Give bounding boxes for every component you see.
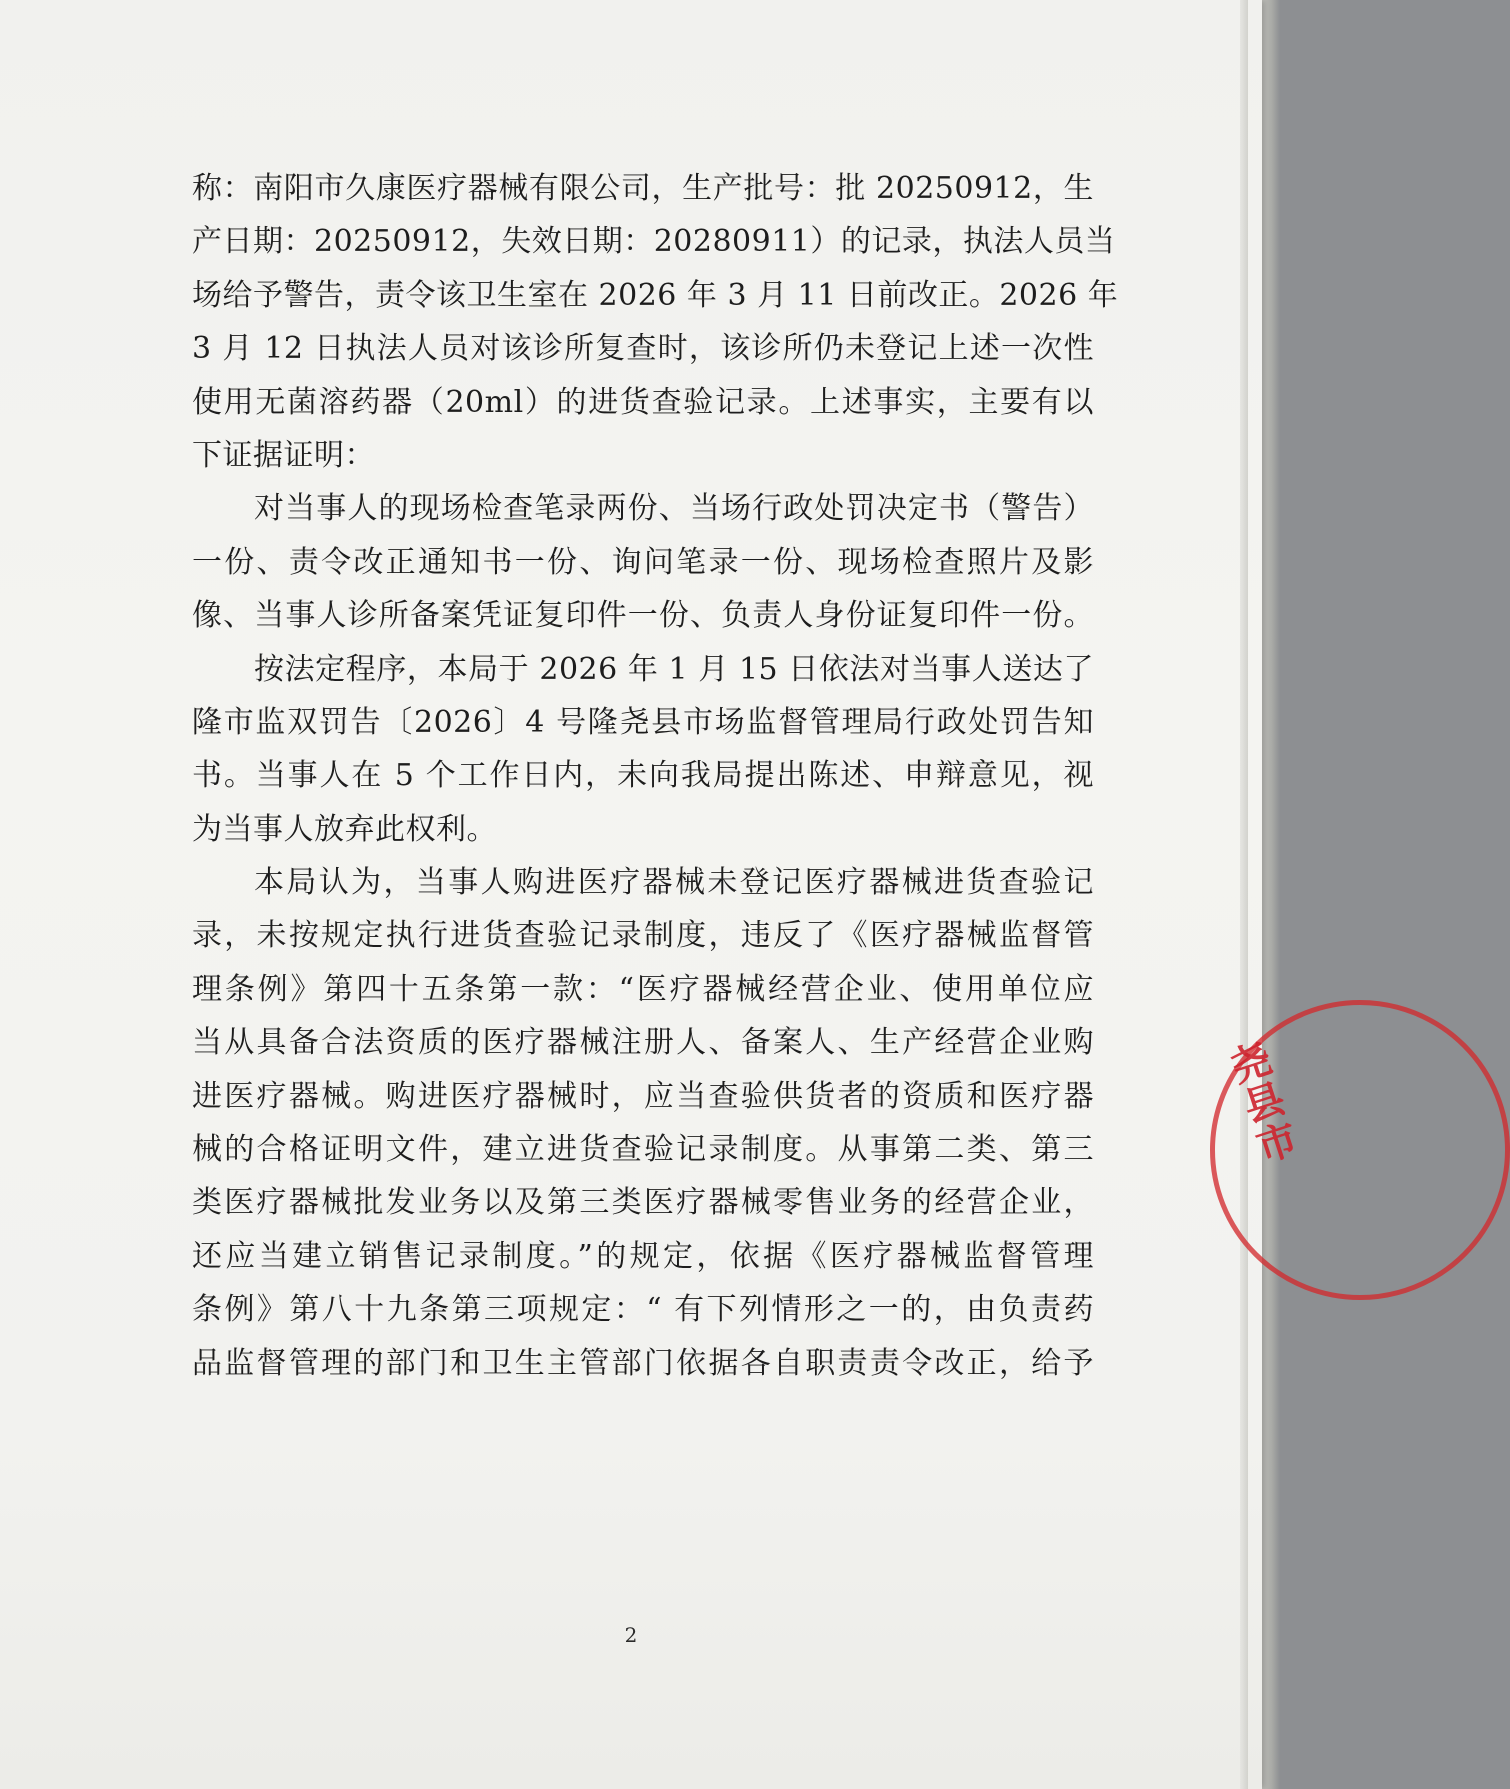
document-body bbox=[192, 162, 1119, 1390]
text-line: 称：南阳市久康医疗器械有限公司，生产批号：批 20250912，生 bbox=[192, 171, 1094, 206]
text-line: 还应当建立销售记录制度。”的规定，依据《医疗器械监督管理 bbox=[192, 1238, 1094, 1274]
seal-text: 尧县市 bbox=[1225, 1035, 1304, 1172]
sheet-edge bbox=[1240, 0, 1248, 1789]
text-line: 使用无菌溶药器（20ml）的进货查验记录。上述事实，主要有以 bbox=[192, 384, 1094, 420]
text-line: 为当事人放弃此权利。 bbox=[192, 811, 497, 847]
text-line: 按法定程序，本局于 2026 年 1 月 15 日依法对当事人送达了 bbox=[254, 651, 1094, 687]
text-line: 一份、责令改正通知书一份、询问笔录一份、现场检查照片及影 bbox=[192, 544, 1094, 580]
text-line: 书。当事人在 5 个工作日内，未向我局提出陈述、申辩意见，视 bbox=[192, 758, 1094, 794]
text-line: 录，未按规定执行进货查验记录制度，违反了《医疗器械监督管 bbox=[192, 918, 1094, 954]
text-line: 本局认为，当事人购进医疗器械未登记医疗器械进货查验记 bbox=[254, 865, 1094, 901]
text-line: 类医疗器械批发业务以及第三类医疗器械零售业务的经营企业， bbox=[192, 1185, 1094, 1221]
text-line: 产日期：20250912，失效日期：20280911）的记录，执法人员当 bbox=[192, 224, 1116, 260]
text-line: 像、当事人诊所备案凭证复印件一份、负责人身份证复印件一份。 bbox=[192, 598, 1094, 634]
text-line: 械的合格证明文件，建立进货查验记录制度。从事第二类、第三 bbox=[192, 1132, 1094, 1168]
text-line: 进医疗器械。购进医疗器械时，应当查验供货者的资质和医疗器 bbox=[192, 1078, 1094, 1114]
text-line: 场给予警告，责令该卫生室在 2026 年 3 月 11 日前改正。2026 年 bbox=[192, 277, 1119, 313]
text-line: 对当事人的现场检查笔录两份、当场行政处罚决定书（警告） bbox=[254, 491, 1094, 527]
text-line: 当从具备合法资质的医疗器械注册人、备案人、生产经营企业购 bbox=[192, 1025, 1094, 1061]
text-line: 条例》第八十九条第三项规定：“ 有下列情形之一的，由负责药 bbox=[192, 1292, 1094, 1328]
desk-background bbox=[1260, 0, 1280, 1789]
page-number: 2 bbox=[624, 1623, 638, 1647]
text-line: 3 月 12 日执法人员对该诊所复查时，该诊所仍未登记上述一次性 bbox=[192, 331, 1094, 367]
text-line: 隆市监双罚告〔2026〕4 号隆尧县市场监督管理局行政处罚告知 bbox=[192, 704, 1094, 740]
text-line: 品监督管理的部门和卫生主管部门依据各自职责责令改正，给予 bbox=[192, 1345, 1094, 1381]
text-line: 下证据证明： bbox=[192, 437, 375, 473]
text-line: 理条例》第四十五条第一款：“医疗器械经营企业、使用单位应 bbox=[192, 971, 1094, 1007]
